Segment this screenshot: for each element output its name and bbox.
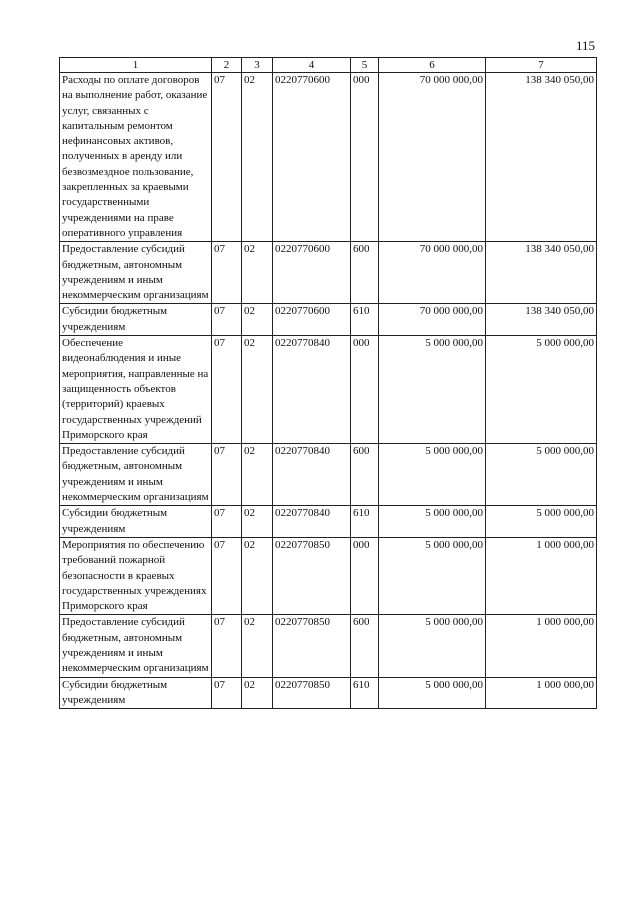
row-sum-2: 138 340 050,00 (486, 304, 597, 336)
row-podrazdel: 02 (242, 537, 273, 614)
table-row (60, 677, 597, 709)
row-sum-2: 138 340 050,00 (486, 242, 597, 304)
row-sum-1: 70 000 000,00 (379, 73, 486, 242)
row-vr: 600 (351, 615, 379, 677)
table-row (60, 304, 597, 336)
row-name: Предоставление субсидий бюджетным, автономным учреждениям и иным некоммерческим организациям (60, 242, 212, 304)
row-razdel: 07 (212, 444, 242, 506)
row-sum-2: 5 000 000,00 (486, 444, 597, 506)
header-col-1: 1 (60, 58, 212, 73)
table-row (60, 336, 597, 444)
row-sum-1: 5 000 000,00 (379, 677, 486, 709)
table-row (60, 73, 597, 242)
row-vr: 000 (351, 73, 379, 242)
row-podrazdel: 02 (242, 242, 273, 304)
header-col-3: 3 (242, 58, 273, 73)
row-sum-2: 5 000 000,00 (486, 506, 597, 538)
row-name: Субсидии бюджетным учреждениям (60, 506, 212, 538)
row-csr: 0220770850 (273, 537, 351, 614)
row-razdel: 07 (212, 304, 242, 336)
table-row (60, 615, 597, 677)
row-csr: 0220770840 (273, 444, 351, 506)
row-name: Субсидии бюджетным учреждениям (60, 304, 212, 336)
row-razdel: 07 (212, 73, 242, 242)
header-col-4: 4 (273, 58, 351, 73)
row-sum-1: 5 000 000,00 (379, 537, 486, 614)
row-sum-2: 5 000 000,00 (486, 336, 597, 444)
row-name: Предоставление субсидий бюджетным, автономным учреждениям и иным некоммерческим организациям (60, 444, 212, 506)
row-csr: 0220770600 (273, 242, 351, 304)
row-sum-2: 138 340 050,00 (486, 73, 597, 242)
row-vr: 000 (351, 336, 379, 444)
header-col-2: 2 (212, 58, 242, 73)
header-col-6: 6 (379, 58, 486, 73)
row-podrazdel: 02 (242, 677, 273, 709)
row-sum-2: 1 000 000,00 (486, 677, 597, 709)
row-vr: 600 (351, 444, 379, 506)
table-row (60, 506, 597, 538)
row-razdel: 07 (212, 537, 242, 614)
row-csr: 0220770840 (273, 336, 351, 444)
row-razdel: 07 (212, 615, 242, 677)
row-sum-2: 1 000 000,00 (486, 615, 597, 677)
page-number: 115 (575, 38, 595, 53)
row-razdel: 07 (212, 242, 242, 304)
row-vr: 610 (351, 677, 379, 709)
row-name: Предоставление субсидий бюджетным, автономным учреждениям и иным некоммерческим организациям (60, 615, 212, 677)
row-podrazdel: 02 (242, 506, 273, 538)
row-podrazdel: 02 (242, 615, 273, 677)
row-name: Обеспечение видеонаблюдения и иные мероприятия, направленные на защищенность объектов (территорий) краевых государственных учреждений Приморского края (60, 336, 212, 444)
row-podrazdel: 02 (242, 73, 273, 242)
budget-table (59, 57, 597, 709)
row-podrazdel: 02 (242, 336, 273, 444)
header-col-5: 5 (351, 58, 379, 73)
row-csr: 0220770840 (273, 506, 351, 538)
row-csr: 0220770600 (273, 73, 351, 242)
row-csr: 0220770600 (273, 304, 351, 336)
row-name: Субсидии бюджетным учреждениям (60, 677, 212, 709)
row-razdel: 07 (212, 506, 242, 538)
table-row (60, 242, 597, 304)
row-sum-1: 5 000 000,00 (379, 444, 486, 506)
row-razdel: 07 (212, 677, 242, 709)
row-sum-2: 1 000 000,00 (486, 537, 597, 614)
row-name: Расходы по оплате договоров на выполнение работ, оказание услуг, связанных с капитальным ремонтом нефинансовых активов, полученных в аренду или безвозмездное пользование, закрепленных за краевыми государственными учреждениями на праве оперативного управления (60, 73, 212, 242)
row-sum-1: 5 000 000,00 (379, 506, 486, 538)
row-csr: 0220770850 (273, 615, 351, 677)
row-sum-1: 5 000 000,00 (379, 336, 486, 444)
header-col-7: 7 (486, 58, 597, 73)
row-razdel: 07 (212, 336, 242, 444)
table-row (60, 537, 597, 614)
row-vr: 600 (351, 242, 379, 304)
row-vr: 610 (351, 304, 379, 336)
row-podrazdel: 02 (242, 444, 273, 506)
row-sum-1: 70 000 000,00 (379, 304, 486, 336)
row-sum-1: 5 000 000,00 (379, 615, 486, 677)
table-row (60, 444, 597, 506)
row-sum-1: 70 000 000,00 (379, 242, 486, 304)
row-vr: 000 (351, 537, 379, 614)
header-row (60, 58, 597, 73)
row-podrazdel: 02 (242, 304, 273, 336)
row-name: Мероприятия по обеспечению требований пожарной безопасности в краевых государственных учреждениях Приморского края (60, 537, 212, 614)
row-vr: 610 (351, 506, 379, 538)
row-csr: 0220770850 (273, 677, 351, 709)
